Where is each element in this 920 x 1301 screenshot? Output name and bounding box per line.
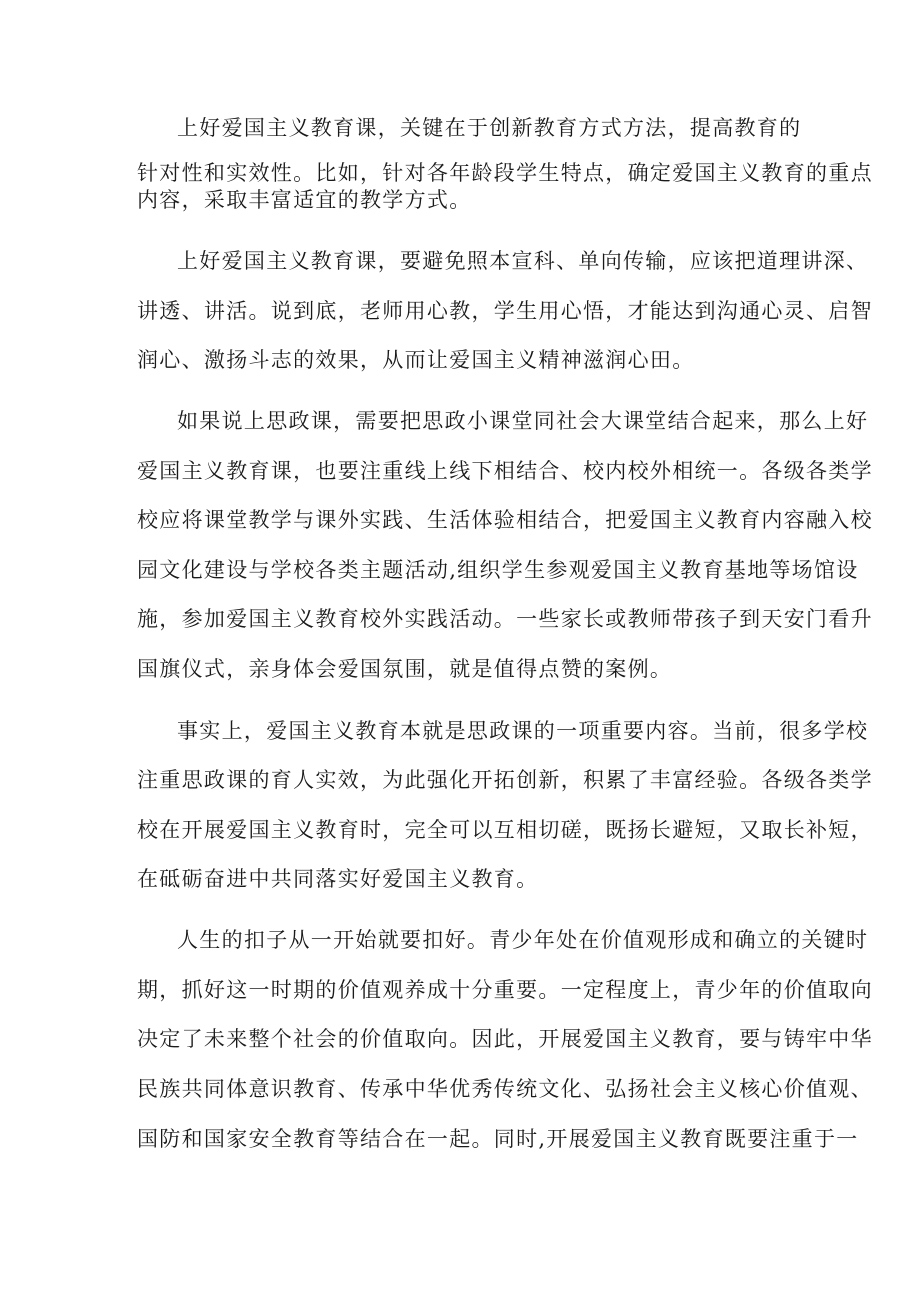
paragraph-line: 人生的扣子从一开始就要扣好。青少年处在价值观形成和确立的关键时 [177, 928, 869, 952]
paragraph-line: 施，参加爱国主义教育校外实践活动。一些家长或教师带孩子到天安门看升 [137, 607, 873, 631]
paragraph-line: 事实上，爱国主义教育本就是思政课的一项重要内容。当前，很多学校 [177, 719, 869, 743]
paragraph-line: 校在开展爱国主义教育时，完全可以互相切磋，既扬长避短，又取长补短， [137, 818, 873, 842]
paragraph-line: 决定了未来整个社会的价值取向。因此，开展爱国主义教育，要与铸牢中华 [137, 1027, 873, 1051]
paragraph-line: 上好爱国主义教育课，关键在于创新教育方式方法，提高教育的 [177, 116, 802, 140]
paragraph-line: 国防和国家安全教育等结合在一起。同时,开展爱国主义教育既要注重于一 [137, 1127, 859, 1151]
paragraph-line: 如果说上思政课，需要把思政小课堂同社会大课堂结合起来，那么上好 [177, 409, 869, 433]
paragraph-line: 润心、激扬斗志的效果，从而让爱国主义精神滋润心田。 [137, 348, 695, 372]
paragraph-line: 园文化建设与学校各类主题活动,组织学生参观爱国主义教育基地等场馆设 [137, 558, 859, 582]
paragraph-line: 内容，采取丰富适宜的教学方式。 [137, 188, 472, 212]
paragraph-line: 讲透、讲活。说到底，老师用心教，学生用心悟，才能达到沟通心灵、启智 [137, 299, 873, 323]
paragraph-line: 校应将课堂教学与课外实践、生活体验相结合，把爱国主义教育内容融入校 [137, 508, 873, 532]
paragraph-line: 注重思政课的育人实效，为此强化开拓创新，积累了丰富经验。各级各类学 [137, 768, 873, 792]
paragraph-line: 上好爱国主义教育课，要避免照本宣科、单向传输，应该把道理讲深、 [177, 249, 869, 273]
paragraph-line: 针对性和实效性。比如，针对各年龄段学生特点，确定爱国主义教育的重点 [137, 161, 873, 185]
paragraph-line: 爱国主义教育课，也要注重线上线下相结合、校内校外相统一。各级各类学 [137, 459, 873, 483]
paragraph-line: 在砥砺奋进中共同落实好爱国主义教育。 [137, 867, 539, 891]
paragraph-line: 期，抓好这一时期的价值观养成十分重要。一定程度上，青少年的价值取向 [137, 978, 873, 1002]
paragraph-line: 国旗仪式，亲身体会爱国氛围，就是值得点赞的案例。 [137, 657, 673, 681]
paragraph-line: 民族共同体意识教育、传承中华优秀传统文化、弘扬社会主义核心价值观、 [137, 1077, 873, 1101]
